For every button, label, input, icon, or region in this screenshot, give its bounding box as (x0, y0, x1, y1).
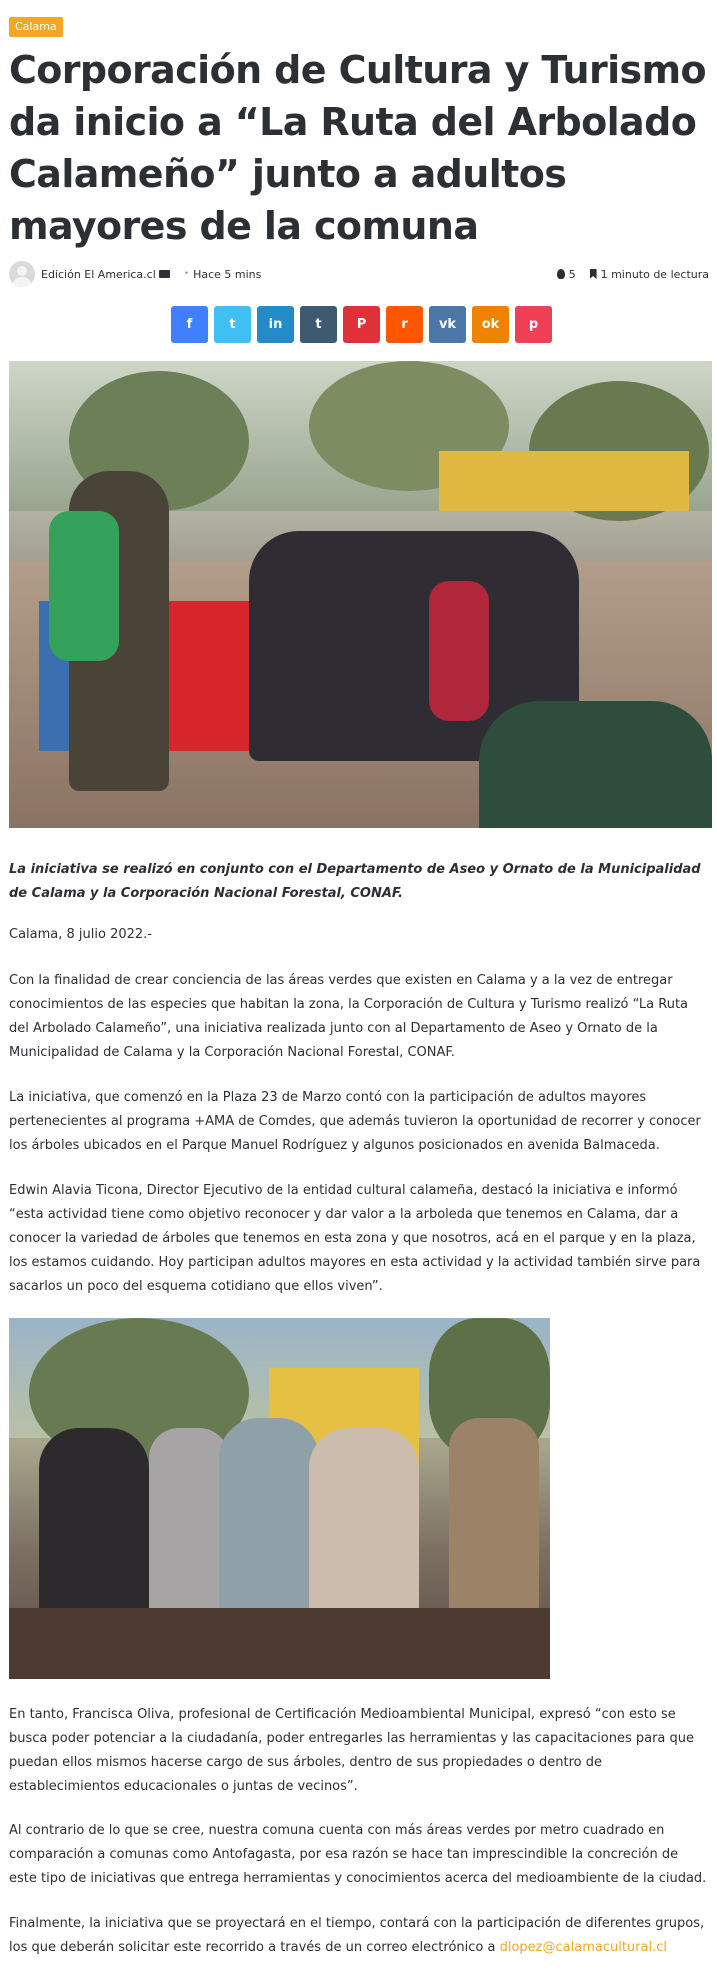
category-badge[interactable]: Calama (9, 17, 63, 37)
tumblr-icon: t (315, 317, 322, 332)
view-count: 5 (568, 267, 576, 281)
twitter-icon: t (229, 317, 236, 332)
reading-time: 1 minuto de lectura (600, 267, 709, 281)
pinterest-icon: P (356, 317, 367, 332)
article-dateline: Calama, 8 julio 2022.- (9, 927, 152, 942)
article-photo-main (9, 361, 712, 828)
facebook-icon: f (186, 317, 193, 332)
linkedin-icon: in (268, 317, 283, 332)
bookmark-icon (590, 269, 597, 279)
article-intro: La iniciativa se realizó en conjunto con el Departamento de Aseo y Ornato de la Municipalidad de Calama y la Corporación Nacional Forestal, CONAF. (9, 862, 701, 901)
odnoklassniki-icon: ok (481, 317, 500, 332)
post-stats (557, 268, 709, 281)
reddit-share-button[interactable] (386, 306, 423, 343)
fire-icon (557, 269, 565, 279)
author-name[interactable]: Edición El America.cl (41, 267, 156, 281)
pocket-icon: p (528, 317, 539, 332)
paragraph-6-text: Finalmente, la iniciativa que se proyectará en el tiempo, contará con la participación de diferentes grupos, los que deberán solicitar este recorrido a través de un correo electrónico a (9, 1916, 705, 1955)
post-time: Hace 5 mins (193, 267, 262, 281)
author-avatar[interactable] (9, 261, 35, 287)
article-paragraph-3: Edwin Alavia Ticona, Director Ejecutivo de la entidad cultural calameña, destacó la iniciativa e informó “esta actividad tiene como objetivo reconocer y dar valor a la arboleda que tenemos en Calama, dar a conocer la variedad de árboles que tenemos en esta zona y que nosotros, acá en el parque y en la plaza, los estamos cuidando. Hoy participan adultos mayores en esta actividad y la actividad también sirve para sacarlos un poco del esquema cotidiano que ellos viven”. (9, 1183, 701, 1294)
tumblr-share-button[interactable] (300, 306, 337, 343)
odnoklassniki-share-button[interactable] (472, 306, 509, 343)
reddit-icon: r (401, 317, 408, 332)
pinterest-share-button[interactable] (343, 306, 380, 343)
pocket-share-button[interactable] (515, 306, 552, 343)
article-title: Corporación de Cultura y Turismo da inicio a “La Ruta del Arbolado Calameño” junto a adultos mayores de la comuna (9, 48, 707, 248)
article-paragraph-1: Con la finalidad de crear conciencia de las áreas verdes que existen en Calama y a la vez de entregar conocimientos de las especies que habitan la zona, la Corporación de Cultura y Turismo realizó “La Ruta del Arbolado Calameño”, una iniciativa realizada junto con al Departamento de Aseo y Ornato de la Municipalidad de Calama y la Corporación Nacional Forestal, CONAF. (9, 973, 689, 1060)
vk-icon: vk (438, 317, 457, 332)
article-paragraph-2: La iniciativa, que comenzó en la Plaza 23 de Marzo contó con la participación de adultos mayores pertenecientes al programa +AMA de Comdes, que además tuvieron la oportunidad de recorrer y conocer los árboles ubicados en el Parque Manuel Rodríguez y algunos posicionados en avenida Balmaceda. (9, 1090, 701, 1153)
article-paragraph-5: Al contrario de lo que se cree, nuestra comuna cuenta con más áreas verdes por metro cuadrado en comparación a comunas como Antofagasta, por esa razón se hace tan imprescindible la concreción de este tipo de iniciativas que entrega herramientas y conocimientos acerca del medioambiente de la ciudad. (9, 1823, 707, 1886)
twitter-share-button[interactable] (214, 306, 251, 343)
article-paragraph-4: En tanto, Francisca Oliva, profesional de Certificación Medioambiental Municipal, expresó “con esto se busca poder potenciar a la ciudadanía, poder entregarles las herramientas y las capacitaciones para que puedan ellos mismos hacerse cargo de sus árboles, dentro de sus propiedades o dentro de establecimientos educacionales o juntas de vecinos”. (9, 1707, 695, 1794)
separator-dot: • (183, 269, 190, 279)
article-photo-secondary (9, 1318, 550, 1679)
email-link[interactable]: dlopez@calamacultural.cl (499, 1940, 667, 1955)
post-meta (9, 260, 709, 288)
vk-share-button[interactable] (429, 306, 466, 343)
linkedin-share-button[interactable] (257, 306, 294, 343)
mail-icon[interactable] (159, 270, 170, 278)
share-buttons (171, 306, 552, 343)
facebook-share-button[interactable] (171, 306, 208, 343)
article-paragraph-6 (9, 1912, 709, 1960)
